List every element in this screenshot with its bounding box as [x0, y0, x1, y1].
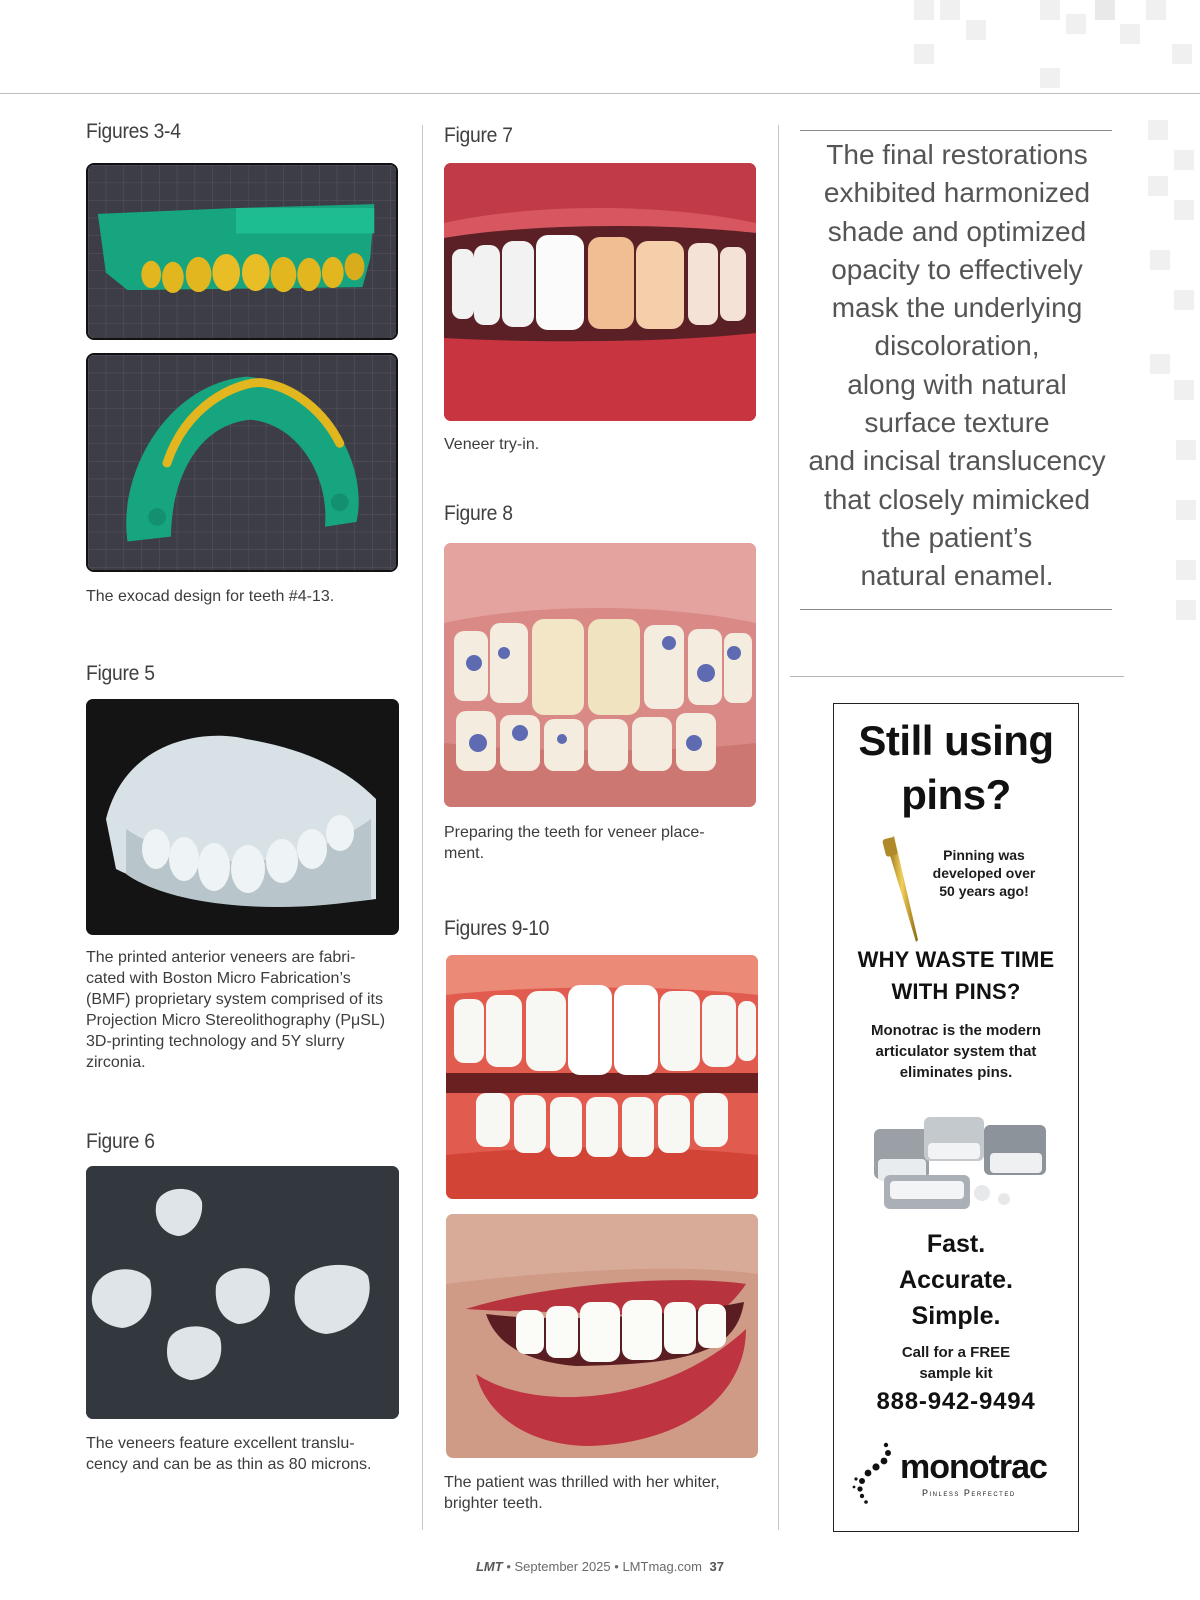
figure-3-image [86, 163, 398, 340]
figure-6-caption: The veneers feature excellent translu- cency and can be as thin as 80 microns. [86, 1435, 372, 1473]
ad-brand-tagline: Pinless Perfected [922, 1488, 1016, 1498]
header-rule [0, 93, 1200, 94]
ad-tagline: Fast. Accurate. Simple. [899, 1230, 1013, 1330]
ad-body-text: Monotrac is the modern articulator system that eliminates pins. [870, 1022, 1042, 1081]
figure-3-4-caption: The exocad design for teeth #4-13. [86, 588, 335, 605]
figure-9-10-label: Figures 9-10 [444, 917, 550, 940]
figure-7-caption: Veneer try-in. [444, 436, 540, 453]
figure-7-image [444, 163, 756, 421]
figure-5-caption: The printed anterior veneers are fabri- cated with Boston Micro Fabrication’s (BMF) proprietary system comprised of its Projection Micro Stereolithography (PμSL) 3D-printing technology and 5Y slurry zirconia. [86, 949, 386, 1071]
column-rule-right [778, 125, 779, 1530]
figure-8-image [444, 543, 756, 807]
page-footer: LMT • September 2025 • LMTmag.com 37 [475, 1559, 725, 1574]
footer-page-number: 37 [709, 1559, 725, 1574]
footer-magazine: LMT [475, 1559, 503, 1574]
figure-8-label: Figure 8 [444, 502, 513, 525]
figure-10-image [446, 1214, 758, 1458]
footer-site[interactable]: LMTmag.com [622, 1559, 702, 1574]
ad-why-heading: WHY WASTE TIME WITH PINS? [857, 947, 1055, 1004]
figure-8-caption: Preparing the teeth for veneer place- ment. [444, 824, 705, 862]
ad-cta: Call for a FREE sample kit [901, 1344, 1011, 1382]
figure-3-4-label: Figures 3-4 [86, 120, 181, 143]
pullquote-top-rule [800, 130, 1112, 131]
footer-issue: September 2025 [514, 1559, 611, 1574]
figure-6-image [86, 1166, 399, 1419]
ad-headline: Still using pins? [858, 717, 1054, 818]
monotrac-logo-icon [850, 1439, 896, 1509]
monotrac-advertisement[interactable] [833, 703, 1079, 1532]
ad-pin-note: Pinning was developed over 50 years ago! [932, 847, 1036, 899]
figure-5-image [86, 699, 399, 935]
figure-7-label: Figure 7 [444, 124, 513, 147]
figure-5-label: Figure 5 [86, 662, 155, 685]
column-rule-left [422, 125, 423, 1530]
figure-4-image [86, 353, 398, 572]
pullquote-bottom-rule [800, 609, 1112, 610]
figure-9-image [446, 955, 758, 1199]
pullquote: The final restorations exhibited harmonized shade and optimized opacity to effectively mask the underlying discoloration, along with natural surface texture and incisal translucency that closely mimicked the patient’s natural enamel. [808, 139, 1106, 592]
figure-9-10-caption: The patient was thrilled with her whiter, brighter teeth. [444, 1474, 720, 1512]
figure-6-label: Figure 6 [86, 1130, 155, 1153]
articulator-product-image [864, 1109, 1054, 1219]
ad-brand: monotrac [900, 1448, 1047, 1486]
ad-section-rule [790, 676, 1124, 677]
ad-phone-number[interactable]: 888-942-9494 [876, 1388, 1036, 1415]
